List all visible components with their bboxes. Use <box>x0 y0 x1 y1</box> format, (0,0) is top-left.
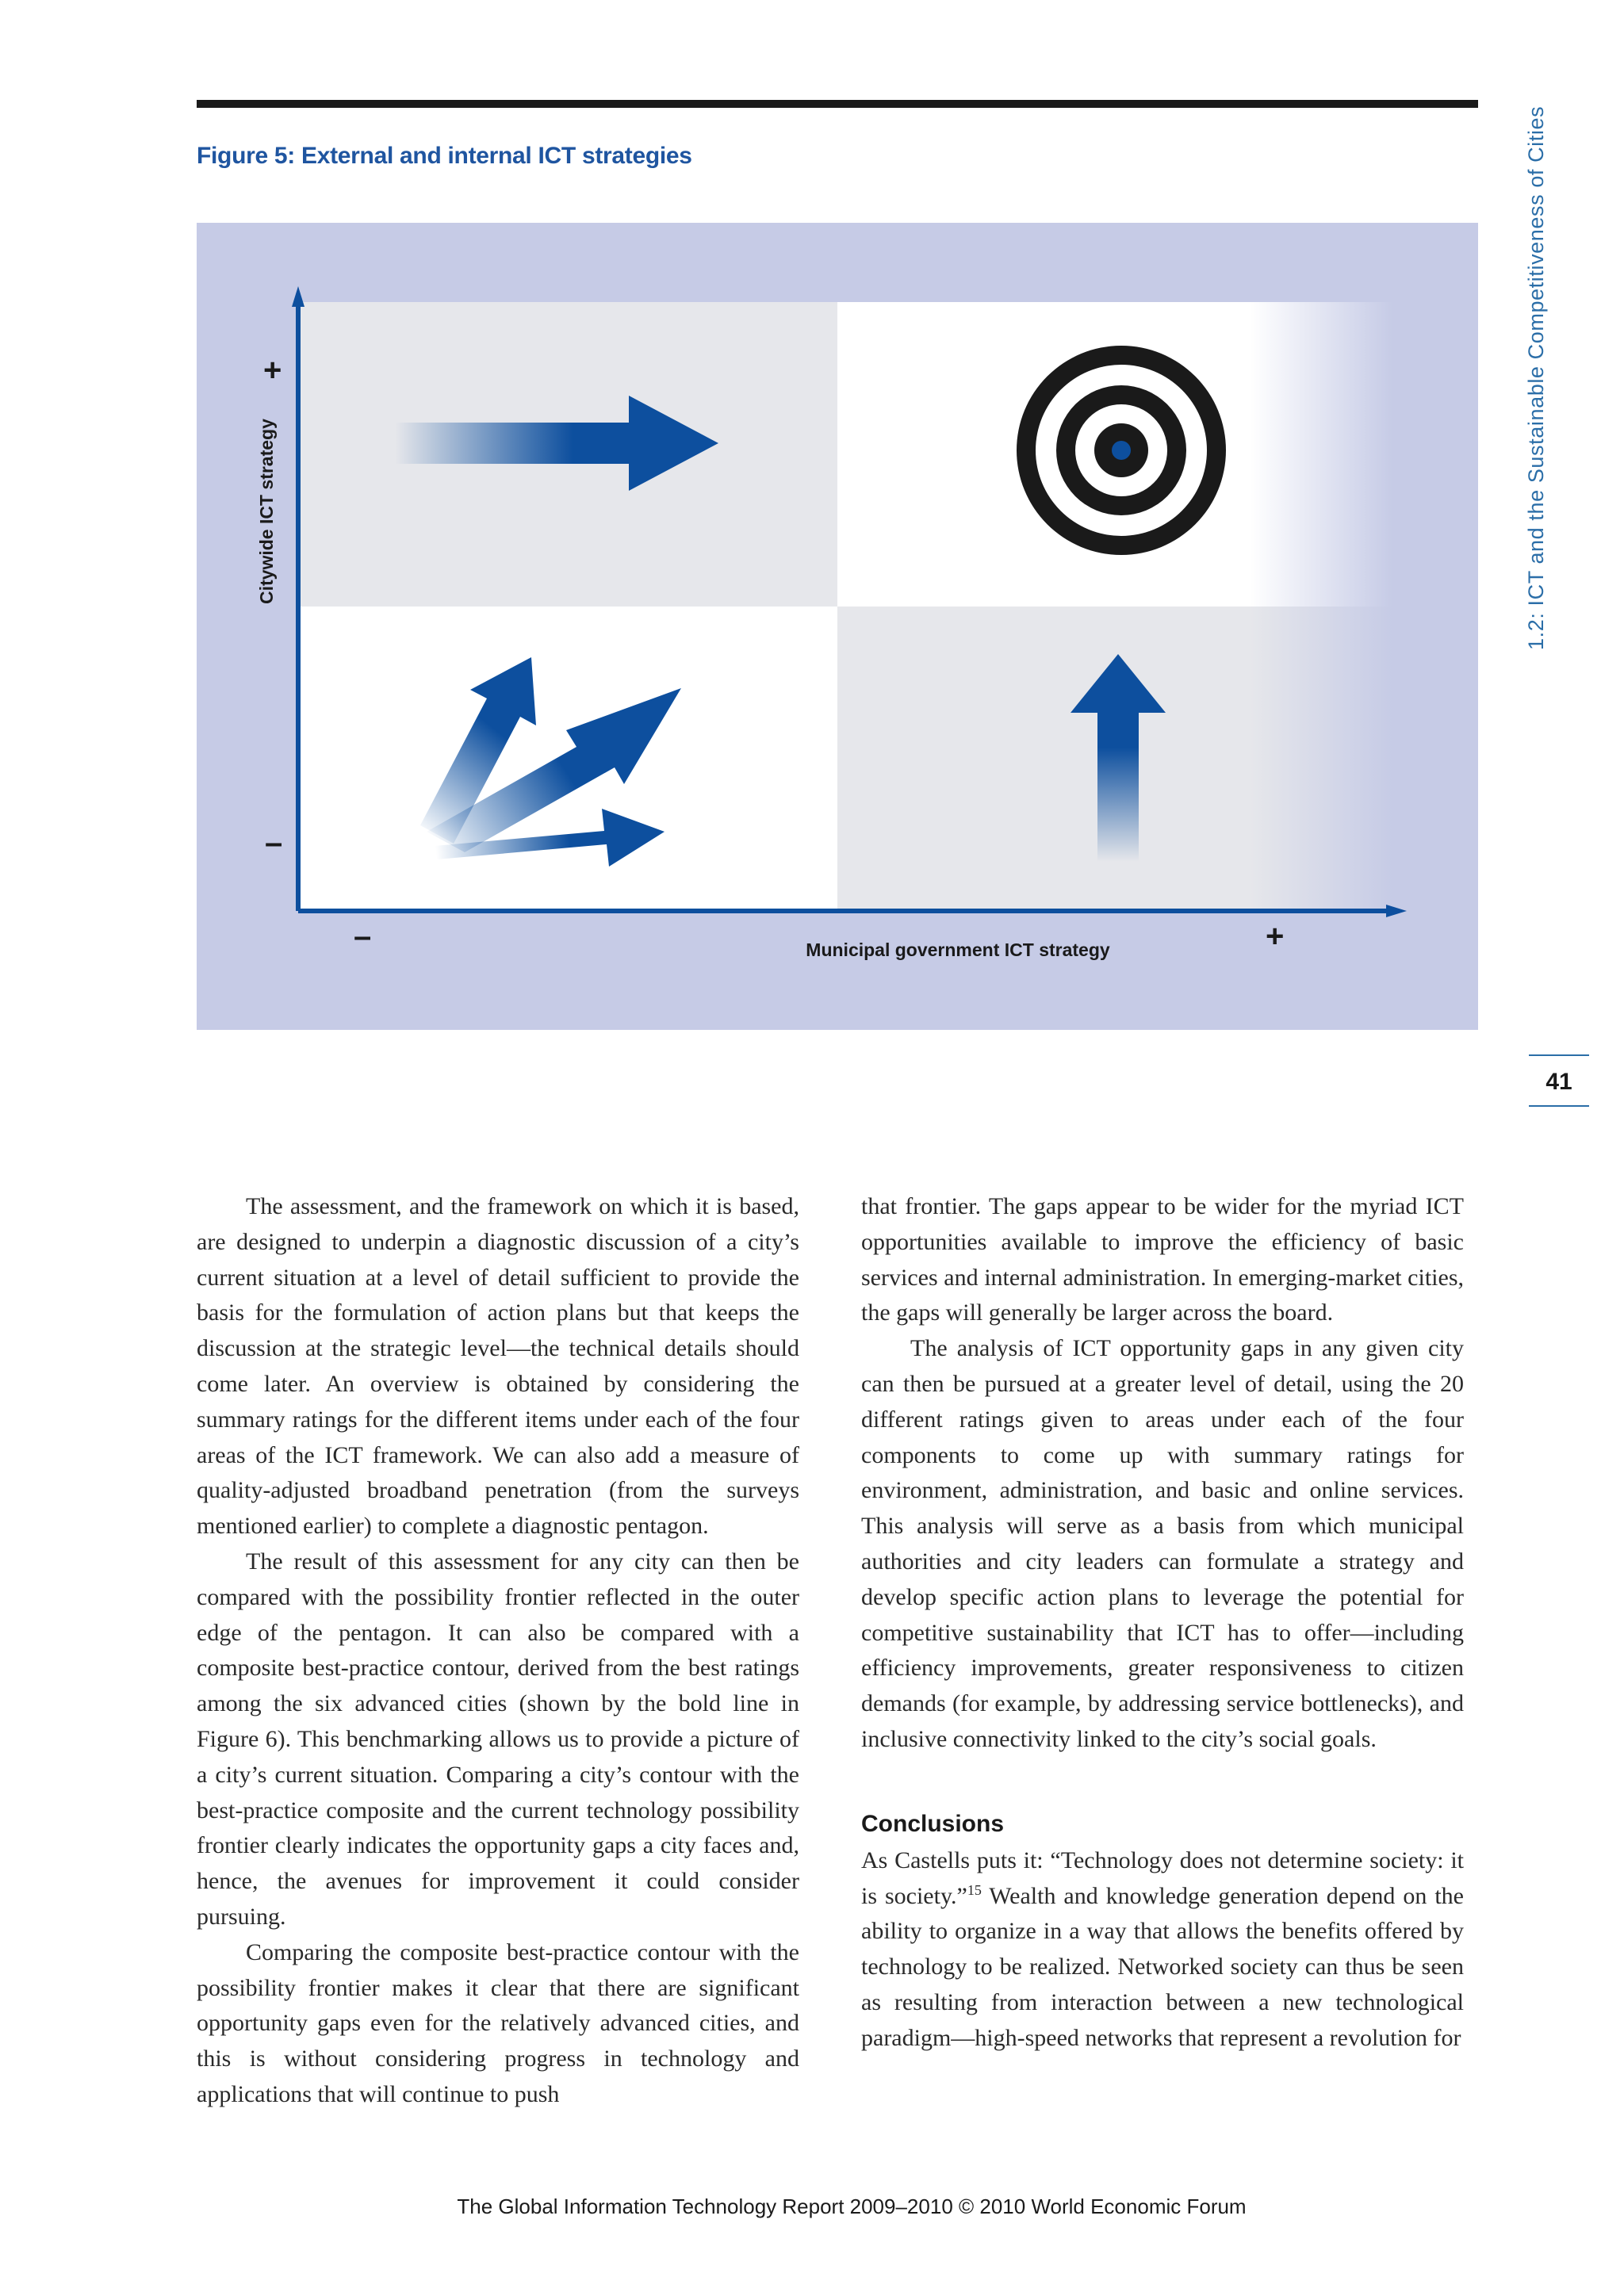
footnote-ref: 15 <box>967 1881 982 1898</box>
conclusions-text-start: As Castells puts it: “Technology does not determine society: it is society.” <box>861 1846 1464 1909</box>
y-axis-label: Citywide ICT strategy <box>256 419 277 604</box>
target-icon <box>1017 346 1226 555</box>
body-column-right <box>861 1189 1464 2057</box>
x-axis-label: Municipal government ICT strategy <box>806 939 1110 960</box>
top-rule <box>197 100 1478 108</box>
paragraph: that frontier. The gaps appear to be wider for the myriad ICT opportunities available to improve the efficiency of basic services and internal administration. In emerging-market cities, the gaps will generally be larger across the board. <box>861 1193 1464 1326</box>
x-axis-min-sign: – <box>354 919 372 954</box>
paragraph: The assessment, and the framework on which it is based, are designed to underpin a diagnostic discussion of a city’s current situation at a level of detail sufficient to provide the basis for the formulation of action plans but that keeps the discussion at the strategic level—the technical details should come later. An overview is obtained by considering the summary ratings for the different items under each of the four areas of the ICT framework. We can also add a measure of quality-adjusted broadband penetration (from the surveys mentioned earlier) to complete a diagnostic pentagon. <box>197 1193 799 1540</box>
page-number-rule-bottom <box>1529 1105 1589 1107</box>
quadrant-fade <box>1250 302 1392 911</box>
page-number-rule-top <box>1529 1054 1589 1056</box>
body-column-left <box>197 1189 799 2113</box>
conclusions-text-rest: Wealth and knowledge generation depend on the ability to organize in a way that allows the benefits offered by technology to be realized. Networked society can thus be seen as resulting from interaction between a new technological paradigm—high-speed networks that represent a revolution for <box>861 1882 1464 2051</box>
figure-5-diagram <box>197 223 1478 1030</box>
conclusions-heading: Conclusions <box>861 1810 1005 1837</box>
paragraph: The result of this assessment for any city can then be compared with the possibility frontier reflected in the outer edge of the pentagon. It can also be compared with a composite best-practice contour, derived from the best ratings among the six advanced cities (shown by the bold line in Figure 6). This benchmarking allows us to provide a picture of a city’s current situation. Comparing a city’s contour with the best-practice composite and the current technology possibility frontier clearly indicates the opportunity gaps a city faces and, hence, the avenues for improvement it could consider pursuing. <box>197 1548 799 1930</box>
paragraph: Comparing the composite best-practice contour with the possibility frontier makes it clear that there are significant opportunity gaps even for the relatively advanced cities, and this is without considering progress in technology and applications that will continue to push <box>197 1938 799 2107</box>
y-axis-min-sign: – <box>265 825 283 860</box>
figure-title: Figure 5: External and internal ICT strategies <box>197 143 692 169</box>
conclusions-paragraph <box>861 1843 1464 2057</box>
page-footer: The Global Information Technology Report 2009–2010 © 2010 World Economic Forum <box>457 2195 1247 2218</box>
x-axis-max-sign: + <box>1266 919 1285 954</box>
page-number: 41 <box>1545 1069 1572 1095</box>
paragraph: The analysis of ICT opportunity gaps in any given city can then be pursued at a greater level of detail, using the 20 different ratings given to areas under each of the four components to come up with summary ratings for environment, administration, and basic and online services. This analysis will serve as a basis from which municipal authorities and city leaders can formulate a strategy and develop specific action plans to leverage the potential for competitive sustainability that ICT has to offer—including efficiency improvements, greater responsiveness to citizen demands (for example, by addressing service bottlenecks), and inclusive connectivity linked to the city’s social goals. <box>861 1335 1464 1752</box>
running-head: 1.2: ICT and the Sustainable Competitiveness of Cities <box>1524 105 1548 650</box>
y-axis-max-sign: + <box>263 353 282 388</box>
figure-canvas <box>197 223 1478 1030</box>
